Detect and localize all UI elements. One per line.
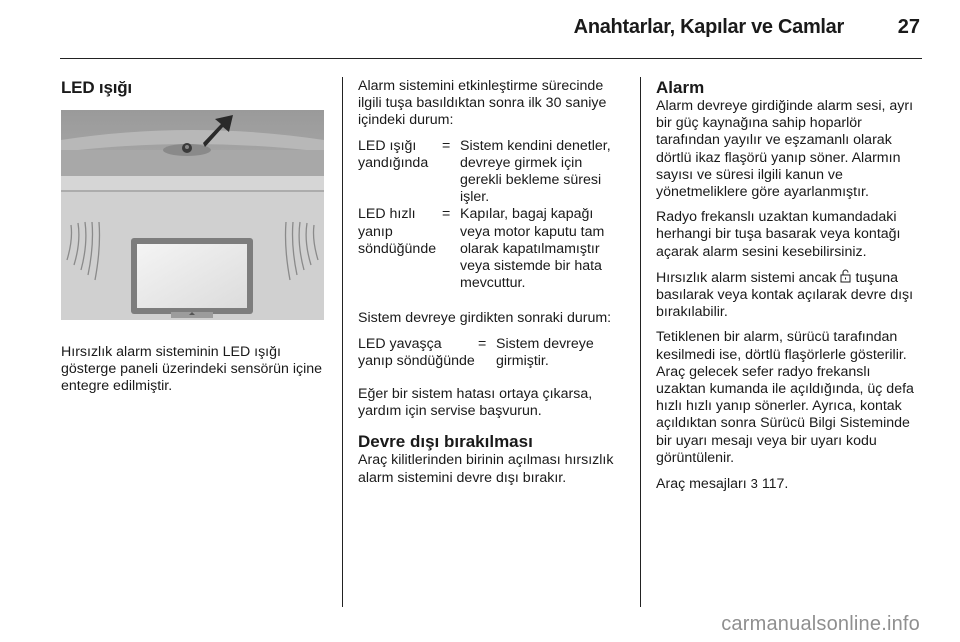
definition-desc: Sistem kendini denetler, devreye girmek için gerekli bekleme süresi işler. — [460, 137, 611, 206]
alarm-paragraph-3a: Hırsızlık alarm sistemi ancak — [656, 269, 837, 286]
column-1 — [61, 78, 327, 396]
photo-caption: Hırsızlık alarm sisteminin LED ışığı gösterge paneli üzerindeki sensörün içine entegre edilmiştir. — [61, 344, 323, 395]
vehicle-messages-ref — [656, 475, 924, 493]
page-number: 27 — [897, 16, 920, 38]
definition-desc: Kapılar, bagaj kapağı veya motor kaputu tam olarak kapatılmamıştır veya sistemde bir hata mevcuttur. — [460, 206, 605, 292]
arming-intro: Alarm sistemini etkinleştirme sürecinde ilgili tuşa basıldıktan sonra ilk 30 saniye içindeki durum: — [358, 78, 607, 129]
definition-term: LED yavaşça yanıp söndüğünde — [358, 335, 475, 369]
header-rule — [60, 58, 922, 59]
deactivation-heading: Devre dışı bırakılması — [358, 432, 533, 452]
definition-separator: = — [442, 206, 451, 223]
alarm-paragraph-3b: tuşuna basılarak veya kontak açılarak devre dışı bırakılabilir. — [656, 269, 914, 321]
led-heading: LED ışığı — [61, 78, 132, 97]
watermark: carmanualsonline.info — [721, 613, 920, 635]
dashboard-led-photo — [61, 110, 324, 320]
definition-term: LED hızlı yanıp söndüğünde — [358, 206, 437, 257]
alarm-heading: Alarm — [656, 78, 705, 97]
page-header-title: Anahtarlar, Kapılar ve Camlar — [573, 16, 844, 38]
definition-row — [358, 138, 626, 207]
definition-term: LED ışığı yandığında — [358, 137, 429, 171]
alarm-paragraph-4: Tetiklenen bir alarm, sürücü tarafından kesilmedi ise, dörtlü flaşörlerle gösterilir. Araç gelecek sefer radyo frekanslı uzaktan kumanda ile açıldığında, üç defa hızlı hızlı yanıp sönerler. Ayrıca, kontak açıldıktan sonra Sürücü Bilgi Sisteminde bir uyarı mesajı veya bir uyarı kodu görüntülenir. — [656, 329, 914, 466]
fault-text: Eğer bir sistem hatası ortaya çıkarsa, yardım için servise başvurun. — [358, 386, 593, 420]
deactivation-text: Araç kilitlerinden birinin açılması hırsızlık alarm sistemini devre dışı bırakır. — [358, 452, 614, 486]
definition-separator: = — [478, 335, 487, 352]
unlock-icon — [840, 269, 851, 283]
page-ref-symbol: 3 — [750, 476, 758, 492]
column-divider-1 — [342, 77, 343, 607]
definition-row — [358, 206, 626, 292]
column-2 — [358, 78, 626, 487]
definition-separator: = — [442, 137, 451, 154]
alarm-paragraph-3 — [656, 269, 924, 322]
after-arming-text: Sistem devreye girdikten sonraki durum: — [358, 310, 612, 327]
column-divider-2 — [640, 77, 641, 607]
alarm-paragraph-2: Radyo frekanslı uzaktan kumandadaki herhangi bir tuşa basarak veya kontağı açarak alarm sesini kesebilirsiniz. — [656, 209, 901, 260]
column-3 — [656, 78, 924, 493]
definition-desc: Sistem devreye girmiştir. — [496, 335, 594, 369]
vehicle-messages-page: 117. — [761, 476, 789, 493]
definition-row — [358, 336, 626, 370]
vehicle-messages-text: Araç mesajları — [656, 476, 747, 493]
alarm-paragraph-1: Alarm devreye girdiğinde alarm sesi, ayrı bir güç kaynağına sahip hoparlör tarafından yayılır ve eşzamanlı olarak dörtlü ikaz flaşörü yanıp söner. Alarmın sayısı ve süresi ilgili kanun ve yönetmeliklere göre ayarlanmıştır. — [656, 98, 914, 201]
